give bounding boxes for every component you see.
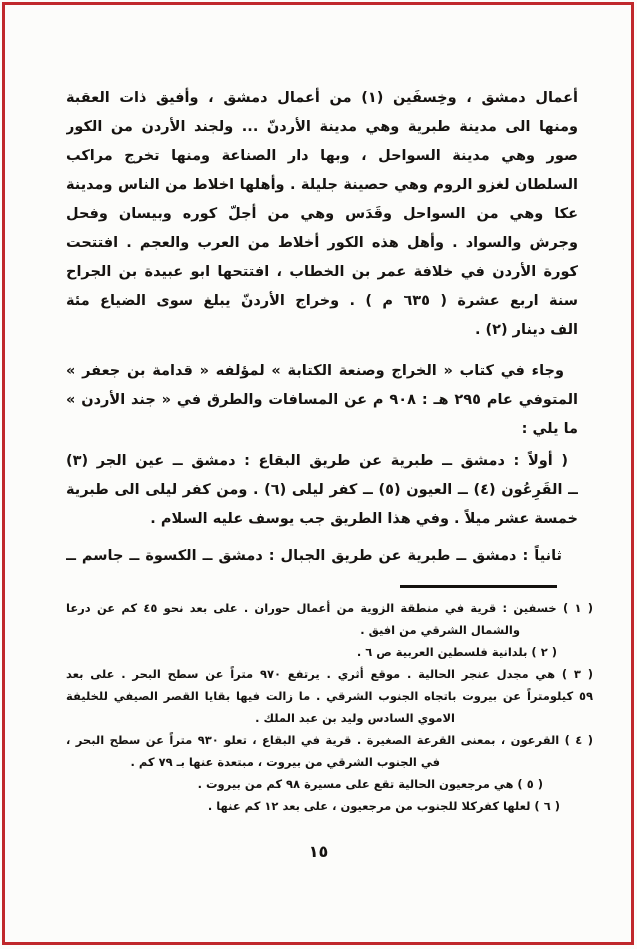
body-line: ومنها الى مدينة طبرية وهي مدينة الأردنّ ... ولجند الأردن من الكور (66, 119, 578, 135)
footnote-separator-rule (400, 585, 557, 588)
body-line: ــ القَرِعُون (٤) ــ العيون (٥) ــ كفر ليلى (٦) . ومن كفر ليلى الى طبرية (66, 482, 578, 498)
body-line: ثانياً : دمشق ــ طبرية عن طريق الجبال : دمشق ــ الكسوة ــ جاسم ــ (66, 548, 562, 564)
footnote-line: ٥٩ كيلومتراً عن بيروت باتجاه الجنوب الشرقي . ما زالت فيها بقايا القصر الصيفي للخليفة (66, 689, 593, 703)
footnote-line: ( ٥ ) هي مرجعيون الحالية تقع على مسيرة ٩٨ كم من بيروت . (197, 777, 543, 791)
footnote-line: ( ٦ ) لعلها كفركلا للجنوب من مرجعيون ، على بعد ١٢ كم عنها . (207, 799, 560, 813)
body-line: سنة اربع عشرة ( ٦٣٥ م ) . وخراج الأردنّ يبلغ سوى الضياع مئة (66, 293, 578, 309)
footnote-line: ( ٤ ) القرعون ، بمعنى القرعة الصغيرة . قرية في البقاع ، تعلو ٩٣٠ متراً عن سطح البحر ، (66, 733, 593, 747)
body-line: صور وهي مدينة السواحل ، وبها دار الصناعة ومنها تخرج مراكب (66, 148, 578, 164)
page-number: ١٥ (308, 842, 329, 861)
body-line: المتوفي عام ٢٩٥ هـ : ٩٠٨ م عن المسافات والطرق في « جند الأردن » (66, 392, 578, 408)
footnote-line: والشمال الشرقي من افيق . (360, 623, 520, 637)
paragraph-route-first (66, 447, 578, 534)
footnotes-section (66, 597, 593, 817)
body-line: أعمال دمشق ، وخِسفَين (١) من أعمال دمشق ، وأفيق ذات العقبة (66, 90, 578, 106)
body-line: وجرش والسواد . وأهل هذه الكور أخلاط من العرب والعجم . افتتحت (66, 235, 578, 251)
paragraph-qudama-source (66, 357, 578, 444)
body-line: السلطان لغزو الروم وهي حصينة جليلة . وأهلها اخلاط من الناس ومدينة (66, 177, 578, 193)
footnote-line: في الجنوب الشرقي من بيروت ، مبتعدة عنها بـ ٧٩ كم . (130, 755, 440, 769)
footnote-line: ( ٣ ) هي مجدل عنجر الحالية . موقع أثري . يرتفع ٩٧٠ متراً عن سطح البحر . على بعد (66, 667, 593, 681)
body-line: الف دينار (٢) . (474, 322, 578, 338)
body-line: كورة الأردن في خلافة عمر بن الخطاب ، افتتحها ابو عبيدة بن الجراح (66, 264, 578, 280)
paragraph-jund-description (66, 84, 578, 345)
footnote-line: الاموي السادس وليد بن عبد الملك . (255, 711, 455, 725)
footnote-line: ( ٢ ) بلدانية فلسطين العربية ص ٦ . (356, 645, 557, 659)
body-line: خمسة عشر ميلاً . وفي هذا الطريق جب يوسف عليه السلام . (150, 511, 578, 527)
footnote-line: ( ١ ) خسفين : قرية في منطقة الزوية من أعمال حوران . على بعد نحو ٤٥ كم عن درعا (66, 601, 593, 615)
body-line: ما يلي : (521, 421, 578, 437)
body-text (66, 84, 578, 571)
body-line: ( أولاً : دمشق ــ طبرية عن طريق البقاع : دمشق ــ عين الجر (٣) (66, 453, 568, 469)
paragraph-route-second (66, 542, 578, 571)
body-line: وجاء في كتاب « الخراج وصنعة الكتابة » لمؤلفه « قدامة بن جعفر » (66, 363, 564, 379)
body-line: عكا وهي من السواحل وقَدَس وهي من أجلّ كوره وبيسان وفحل (66, 206, 578, 222)
